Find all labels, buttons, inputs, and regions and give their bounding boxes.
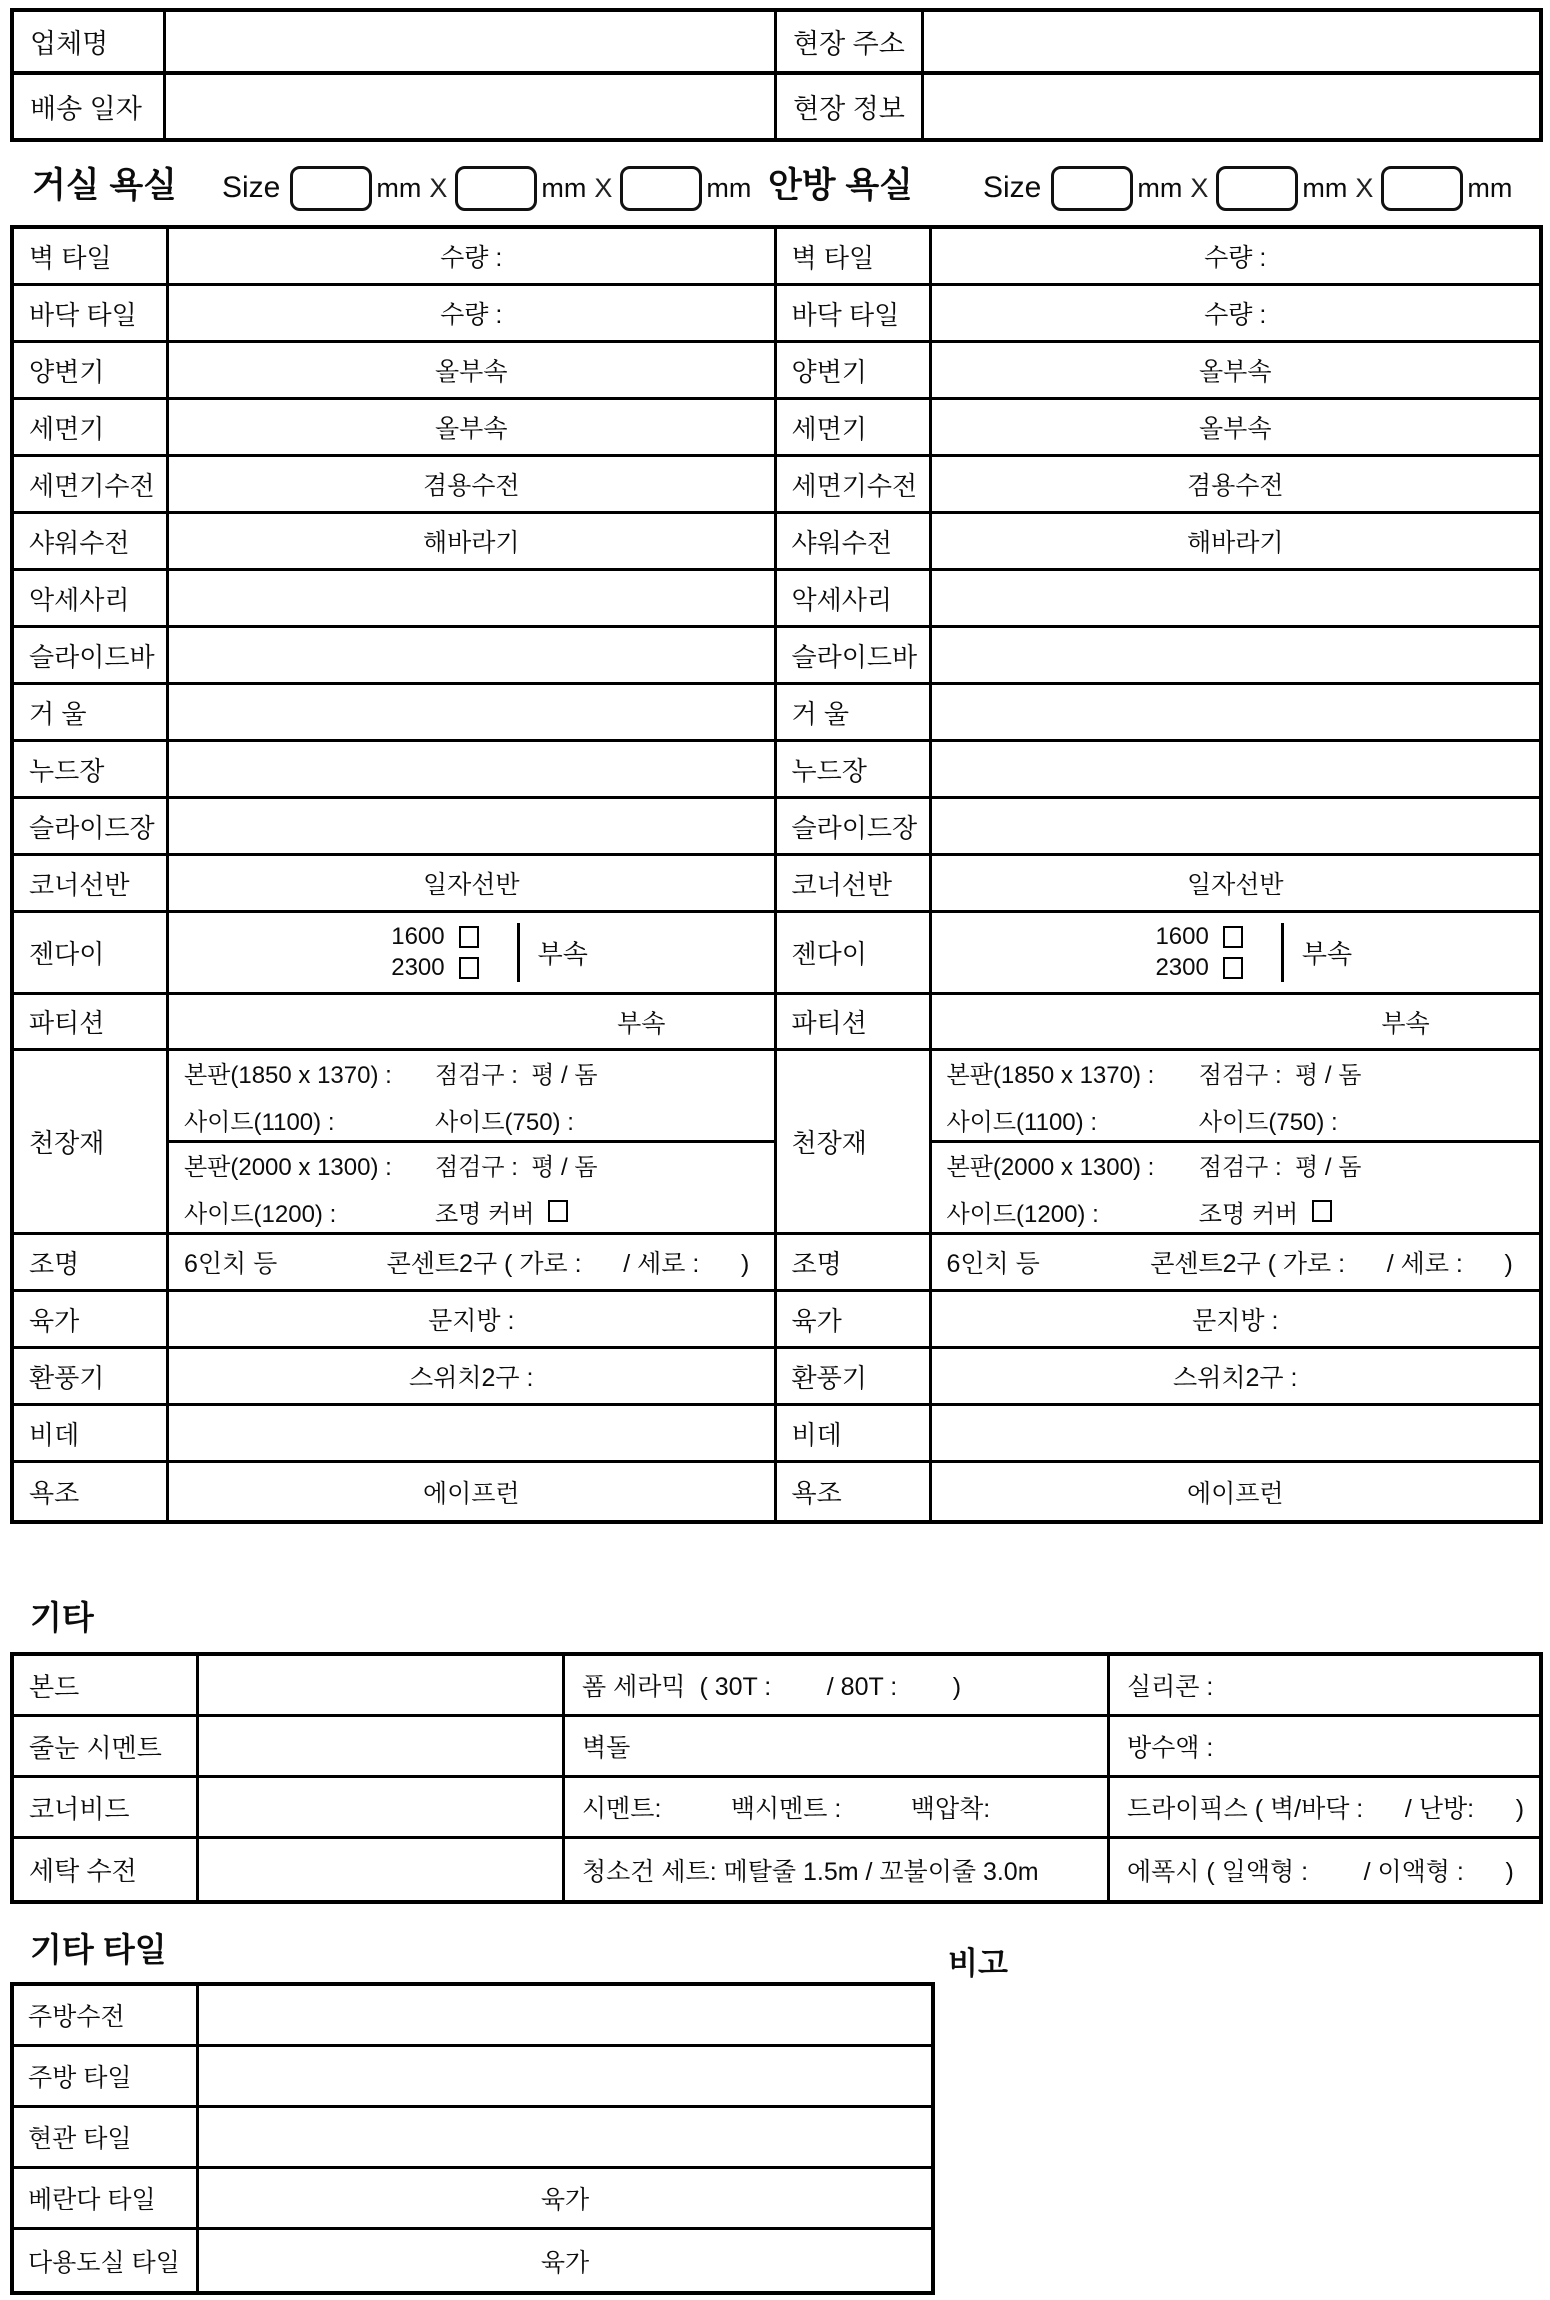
master-lighting-label: 조명 [777,1235,932,1289]
site-info-input[interactable] [924,75,1539,138]
living-lighting-input[interactable] [169,1235,774,1289]
value-text: 스위치2구 : [1173,1364,1298,1392]
value-text: 해바라기 [1186,529,1284,557]
ceiling-text: 본판(2000 x 1300) : [184,1153,392,1181]
ceiling-right-col [435,1143,774,1232]
size-times-label: X [1355,172,1374,203]
living-corner-shelf-input[interactable] [169,856,774,910]
size-unit-label: mm [1302,172,1348,203]
ceiling-left-col [932,1143,1199,1232]
outlet-spec-text: 콘센트2구 ( 가로 : / 세로 : ) [386,1250,750,1278]
table-row [14,1463,774,1520]
master-size-input-3[interactable] [1381,166,1463,211]
master-mirror-label: 거 울 [777,685,932,739]
etc-tile-table [10,1982,935,2295]
value-text: 해바라기 [422,529,520,557]
bathroom-spec-tables [10,225,1543,1524]
ceiling-text-line [435,1102,774,1137]
living-partition-input[interactable] [169,995,774,1048]
outlet-spec-text: 콘센트2구 ( 가로 : / 세로 : ) [1150,1250,1513,1278]
master-checkbox-2300[interactable] [1223,957,1243,979]
jendai-option [1155,954,1242,982]
ceiling-text: 사이드(750) : [434,1108,574,1136]
ceiling-text: 사이드(1100) : [184,1108,335,1136]
master-bidet-input[interactable] [932,1406,1540,1460]
master-slide-cabinet-label: 슬라이드장 [777,799,932,853]
jendai-option [391,954,478,982]
ceiling-text: 조명 커버 [434,1200,535,1228]
lighting-type-text: 6인치 등 [946,1250,1040,1278]
size-times-label: X [594,172,613,203]
value-text: 육가 [540,2248,590,2277]
bond-input[interactable] [199,1656,565,1714]
master-floor-tile-label: 바닥 타일 [777,286,932,340]
living-bidet-input[interactable] [169,1406,774,1460]
living-mirror-input[interactable] [169,685,774,739]
living-shower-faucet-label: 샤워수전 [14,514,169,568]
table-row [777,1463,1540,1520]
living-toilet-input[interactable] [169,343,774,397]
living-shower-faucet-input[interactable] [169,514,774,568]
ceiling-text-line [184,1147,435,1182]
table-row [14,913,774,995]
master-jendai-input [932,913,1540,992]
table-row [14,229,774,286]
table-row [777,856,1540,913]
table-row [14,1235,774,1292]
master-jendai-label: 젠다이 [777,913,932,992]
laundry-faucet-extra-cell[interactable] [1110,1839,1539,1900]
value-text: 올부속 [1199,415,1272,443]
size-label: Size [222,171,281,204]
laundry-faucet-detail-cell[interactable] [565,1839,1110,1900]
value-text: 일자선반 [422,871,520,899]
master-mirror-input[interactable] [932,685,1540,739]
grout-cement-label: 줄눈 시멘트 [14,1717,199,1775]
ceiling-panel[interactable] [932,1143,1540,1232]
master-washbasin-input[interactable] [932,400,1540,454]
living-lighting-label: 조명 [14,1235,169,1289]
living-bidet-label: 비데 [14,1406,169,1460]
master-accessories-label: 악세사리 [777,571,932,625]
master-ventilator-input[interactable] [932,1349,1540,1403]
master-size-fields [983,150,1512,226]
table-row [14,742,774,799]
bond-detail-cell[interactable] [565,1656,1110,1714]
value-text: 에폭시 ( 일액형 : / 이액형 : ) [1127,1857,1514,1886]
value-text: 부속 [1381,1009,1430,1038]
jendai-size-options [169,923,520,982]
ceiling-text-line [435,1194,774,1229]
corner-bead-detail-cell[interactable] [565,1778,1110,1836]
ceiling-text: 점검구 : 평 / 돔 [434,1153,598,1181]
master-corner-shelf-input[interactable] [932,856,1540,910]
living-mirror-label: 거 울 [14,685,169,739]
site-address-label: 현장 주소 [777,12,924,71]
table-row [777,1051,1540,1235]
table-row [14,2169,931,2230]
table-row [777,799,1540,856]
ceiling-text-line [1199,1055,1539,1090]
table-row [14,1051,774,1235]
header-row [14,12,1539,75]
master-bathtub-input[interactable] [932,1463,1540,1520]
table-row [14,1406,774,1463]
ceiling-text-line [947,1102,1199,1137]
grout-cement-input[interactable] [199,1717,565,1775]
master-toilet-label: 양변기 [777,343,932,397]
master-ceiling-label: 천장재 [777,1051,932,1232]
master-lighting-input[interactable] [932,1235,1540,1289]
utility-tile-input[interactable] [199,2230,931,2291]
table-row [777,343,1540,400]
master-bathroom-title: 안방 욕실 [768,166,913,205]
size-times-label: X [429,172,448,203]
delivery-date-input[interactable] [166,75,777,138]
value-text: 올부속 [1199,358,1272,386]
living-slide-cabinet-label: 슬라이드장 [14,799,169,853]
table-row [777,1349,1540,1406]
master-bathtub-label: 욕조 [777,1463,932,1520]
master-partition-input[interactable] [932,995,1540,1048]
table-row [777,1406,1540,1463]
table-row [14,1717,1539,1778]
ceiling-text-line [947,1147,1199,1182]
table-row [14,685,774,742]
table-row [14,571,774,628]
master-washbasin-faucet-input[interactable] [932,457,1540,511]
table-row [14,286,774,343]
table-row [14,995,774,1051]
living-size-input-2[interactable] [455,166,537,211]
ceiling-text: 조명 커버 [1198,1200,1299,1228]
kitchen-tile-input[interactable] [199,2047,931,2105]
living-jendai-side-input[interactable] [520,934,774,971]
master-bidet-label: 비데 [777,1406,932,1460]
table-row [777,457,1540,514]
laundry-faucet-input[interactable] [199,1839,565,1900]
living-size-input-3[interactable] [620,166,702,211]
value-text: 일자선반 [1186,871,1284,899]
table-row [777,995,1540,1051]
bond-label: 본드 [14,1656,199,1714]
ceiling-text: 사이드(1200) : [184,1200,337,1228]
ceiling-left-col [169,1143,435,1232]
table-row [14,2108,931,2169]
size-unit-label: mm [1137,172,1183,203]
ceiling-right-col [435,1051,774,1140]
size-unit-label: mm [376,172,422,203]
living-wall-tile-label: 벽 타일 [14,229,169,283]
value-text: 육가 [540,2186,590,2214]
bond-extra-cell[interactable] [1110,1656,1539,1714]
master-size-input-1[interactable] [1051,166,1133,211]
table-row [777,1235,1540,1292]
living-washbasin-input[interactable] [169,400,774,454]
living-nude-cabinet-input[interactable] [169,742,774,796]
table-row [14,457,774,514]
kitchen-tile-label: 주방 타일 [14,2047,199,2105]
table-row [14,1349,774,1406]
etc-section-title: 기타 [30,1599,94,1636]
header-row [14,75,1539,138]
value-text: 청소건 세트: 메탈줄 1.5m / 꼬불이줄 3.0m [582,1857,1039,1886]
living-bathtub-label: 욕조 [14,1463,169,1520]
ceiling-text-line [435,1055,774,1090]
jendai-size-options [932,923,1284,982]
master-nude-cabinet-label: 누드장 [777,742,932,796]
master-floor-drain-label: 육가 [777,1292,932,1346]
master-washbasin-faucet-label: 세면기수전 [777,457,932,511]
master-floor-tile-input[interactable] [932,286,1540,340]
table-row [777,286,1540,343]
value-text: 에이프런 [422,1479,520,1508]
etc-tile-section-title: 기타 타일 [30,1931,167,1968]
master-slide-bar-input[interactable] [932,628,1540,682]
ceiling-panel[interactable] [932,1051,1540,1143]
master-ceiling-fields [932,1051,1540,1232]
master-ventilator-label: 환풍기 [777,1349,932,1403]
living-washbasin-faucet-input[interactable] [169,457,774,511]
value-text: 올부속 [435,415,508,443]
veranda-tile-label: 베란다 타일 [14,2169,199,2227]
value-text: 겸용수전 [422,472,520,500]
company-name-input[interactable] [166,12,777,71]
kitchen-faucet-input[interactable] [199,1986,931,2044]
living-corner-shelf-label: 코너선반 [14,856,169,910]
living-light-cover-checkbox[interactable] [548,1200,568,1222]
table-row [14,2230,931,2291]
ceiling-left-col [932,1051,1199,1140]
ceiling-text-line [184,1102,435,1137]
living-wall-tile-input[interactable] [169,229,774,283]
living-floor-tile-input[interactable] [169,286,774,340]
master-shower-faucet-input[interactable] [932,514,1540,568]
value-text: 방수액 : [1127,1734,1214,1762]
ceiling-text: 사이드(750) : [1198,1108,1338,1136]
value-text: 폼 세라믹 ( 30T : / 80T : ) [582,1673,962,1701]
veranda-tile-input[interactable] [199,2169,931,2227]
living-checkbox-2300[interactable] [459,957,479,979]
ceiling-text-line [947,1055,1199,1090]
ceiling-text: 사이드(1200) : [946,1200,1099,1228]
master-bathroom-table [777,229,1540,1520]
living-ventilator-label: 환풍기 [14,1349,169,1403]
table-row [14,799,774,856]
etc-table [10,1652,1543,1904]
value-text: 올부속 [435,358,508,386]
table-row [14,400,774,457]
ceiling-right-col [1199,1143,1539,1232]
ceiling-text: 본판(2000 x 1300) : [946,1153,1155,1181]
value-text: 수량 : [1204,301,1267,329]
size-times-label: X [1190,172,1209,203]
ceiling-text-line [1199,1194,1539,1229]
table-row [14,1839,1539,1900]
ceiling-text: 점검구 : 평 / 돔 [1198,1153,1362,1181]
living-ceiling-fields [169,1051,774,1232]
master-slide-cabinet-input[interactable] [932,799,1540,853]
living-bathroom-table [14,229,777,1520]
jendai-option-label: 2300 [1155,954,1209,981]
living-slide-bar-label: 슬라이드바 [14,628,169,682]
table-row [14,1656,1539,1717]
master-nude-cabinet-input[interactable] [932,742,1540,796]
living-slide-cabinet-input[interactable] [169,799,774,853]
master-size-input-2[interactable] [1216,166,1298,211]
ceiling-text: 사이드(1100) : [946,1108,1097,1136]
corner-bead-input[interactable] [199,1778,565,1836]
master-toilet-input[interactable] [932,343,1540,397]
living-ventilator-input[interactable] [169,1349,774,1403]
master-checkbox-1600[interactable] [1223,926,1243,948]
kitchen-faucet-label: 주방수전 [14,1986,199,2044]
value-text: 수량 : [1204,244,1267,272]
jendai-option-label: 1600 [391,923,445,950]
living-floor-drain-label: 육가 [14,1292,169,1346]
jendai-option-label: 1600 [1155,923,1209,950]
master-light-cover-checkbox[interactable] [1312,1200,1332,1222]
table-row [777,628,1540,685]
value-text: 시멘트: 백시멘트 : 백압착: [582,1795,991,1823]
master-shower-faucet-label: 샤워수전 [777,514,932,568]
living-toilet-label: 양변기 [14,343,169,397]
site-address-input[interactable] [924,12,1539,71]
table-row [777,400,1540,457]
jendai-option [1155,923,1242,951]
table-row [777,571,1540,628]
table-row [777,742,1540,799]
living-floor-tile-label: 바닥 타일 [14,286,169,340]
ceiling-text-line [1199,1147,1539,1182]
table-row [14,1292,774,1349]
value-text: 겸용수전 [1186,472,1284,500]
value-text: 수량 : [440,244,503,272]
master-slide-bar-label: 슬라이드바 [777,628,932,682]
remarks-title: 비고 [948,1946,1008,1981]
ceiling-text-line [947,1194,1199,1229]
master-accessories-input[interactable] [932,571,1540,625]
ceiling-text: 점검구 : 평 / 돔 [1198,1061,1362,1089]
lighting-type-text: 6인치 등 [184,1250,278,1278]
value-text: 수량 : [440,301,503,329]
laundry-faucet-label: 세탁 수전 [14,1839,199,1900]
size-unit-label: mm [541,172,587,203]
table-row [14,2047,931,2108]
living-accessories-label: 악세사리 [14,571,169,625]
grout-cement-detail-cell[interactable] [565,1717,1110,1775]
size-unit-label: mm [706,172,752,203]
jendai-option-label: 2300 [391,954,445,981]
table-row [777,685,1540,742]
value-text: 벽돌 [582,1734,631,1762]
living-bathroom-title: 거실 욕실 [32,166,177,205]
living-size-input-1[interactable] [290,166,372,211]
living-partition-label: 파티션 [14,995,169,1048]
living-nude-cabinet-label: 누드장 [14,742,169,796]
value-text: 스위치2구 : [409,1364,534,1392]
ceiling-text-line [1199,1102,1539,1137]
ceiling-left-col [169,1051,435,1140]
table-row [777,1292,1540,1349]
ceiling-text-line [184,1194,435,1229]
living-bathtub-input[interactable] [169,1463,774,1520]
corner-bead-extra-cell[interactable] [1110,1778,1539,1836]
size-label: Size [983,171,1042,204]
size-unit-label: mm [1467,172,1513,203]
value-text: 부속 [1301,939,1353,969]
living-checkbox-1600[interactable] [459,926,479,948]
living-washbasin-label: 세면기 [14,400,169,454]
master-washbasin-label: 세면기 [777,400,932,454]
ceiling-text: 본판(1850 x 1370) : [184,1061,392,1089]
master-corner-shelf-label: 코너선반 [777,856,932,910]
table-row [14,343,774,400]
value-text: 부속 [617,1009,666,1038]
ceiling-text-line [184,1055,435,1090]
living-accessories-input[interactable] [169,571,774,625]
living-slide-bar-input[interactable] [169,628,774,682]
ceiling-text: 본판(1850 x 1370) : [946,1061,1155,1089]
entrance-tile-input[interactable] [199,2108,931,2166]
entrance-tile-label: 현관 타일 [14,2108,199,2166]
ceiling-panel[interactable] [169,1143,774,1232]
living-washbasin-faucet-label: 세면기수전 [14,457,169,511]
value-text: 드라이픽스 ( 벽/바닥 : / 난방: ) [1127,1795,1525,1823]
table-row [14,1986,931,2047]
value-text: 문지방 : [1192,1307,1279,1335]
site-info-table [10,8,1543,142]
master-jendai-side-input[interactable] [1284,934,1539,971]
table-row [777,514,1540,571]
living-jendai-label: 젠다이 [14,913,169,992]
living-size-fields [222,150,751,226]
grout-cement-extra-cell[interactable] [1110,1717,1539,1775]
ceiling-right-col [1199,1051,1539,1140]
living-floor-drain-input[interactable] [169,1292,774,1346]
table-row [14,514,774,571]
master-floor-drain-input[interactable] [932,1292,1540,1346]
ceiling-panel[interactable] [169,1051,774,1143]
master-partition-label: 파티션 [777,995,932,1048]
delivery-date-label: 배송 일자 [14,75,166,138]
master-wall-tile-label: 벽 타일 [777,229,932,283]
value-text: 에이프런 [1186,1479,1284,1508]
living-ceiling-label: 천장재 [14,1051,169,1232]
corner-bead-label: 코너비드 [14,1778,199,1836]
table-row [14,628,774,685]
table-row [14,1778,1539,1839]
table-row [777,229,1540,286]
table-row [777,913,1540,995]
table-row [14,856,774,913]
value-text: 실리콘 : [1127,1673,1214,1701]
utility-tile-label: 다용도실 타일 [14,2230,199,2291]
jendai-option [391,923,478,951]
ceiling-text-line [435,1147,774,1182]
value-text: 부속 [537,939,588,969]
company-name-label: 업체명 [14,12,166,71]
master-wall-tile-input[interactable] [932,229,1540,283]
living-jendai-input [169,913,774,992]
ceiling-text: 점검구 : 평 / 돔 [434,1061,598,1089]
value-text: 문지방 : [428,1307,515,1335]
site-info-label: 현장 정보 [777,75,924,138]
